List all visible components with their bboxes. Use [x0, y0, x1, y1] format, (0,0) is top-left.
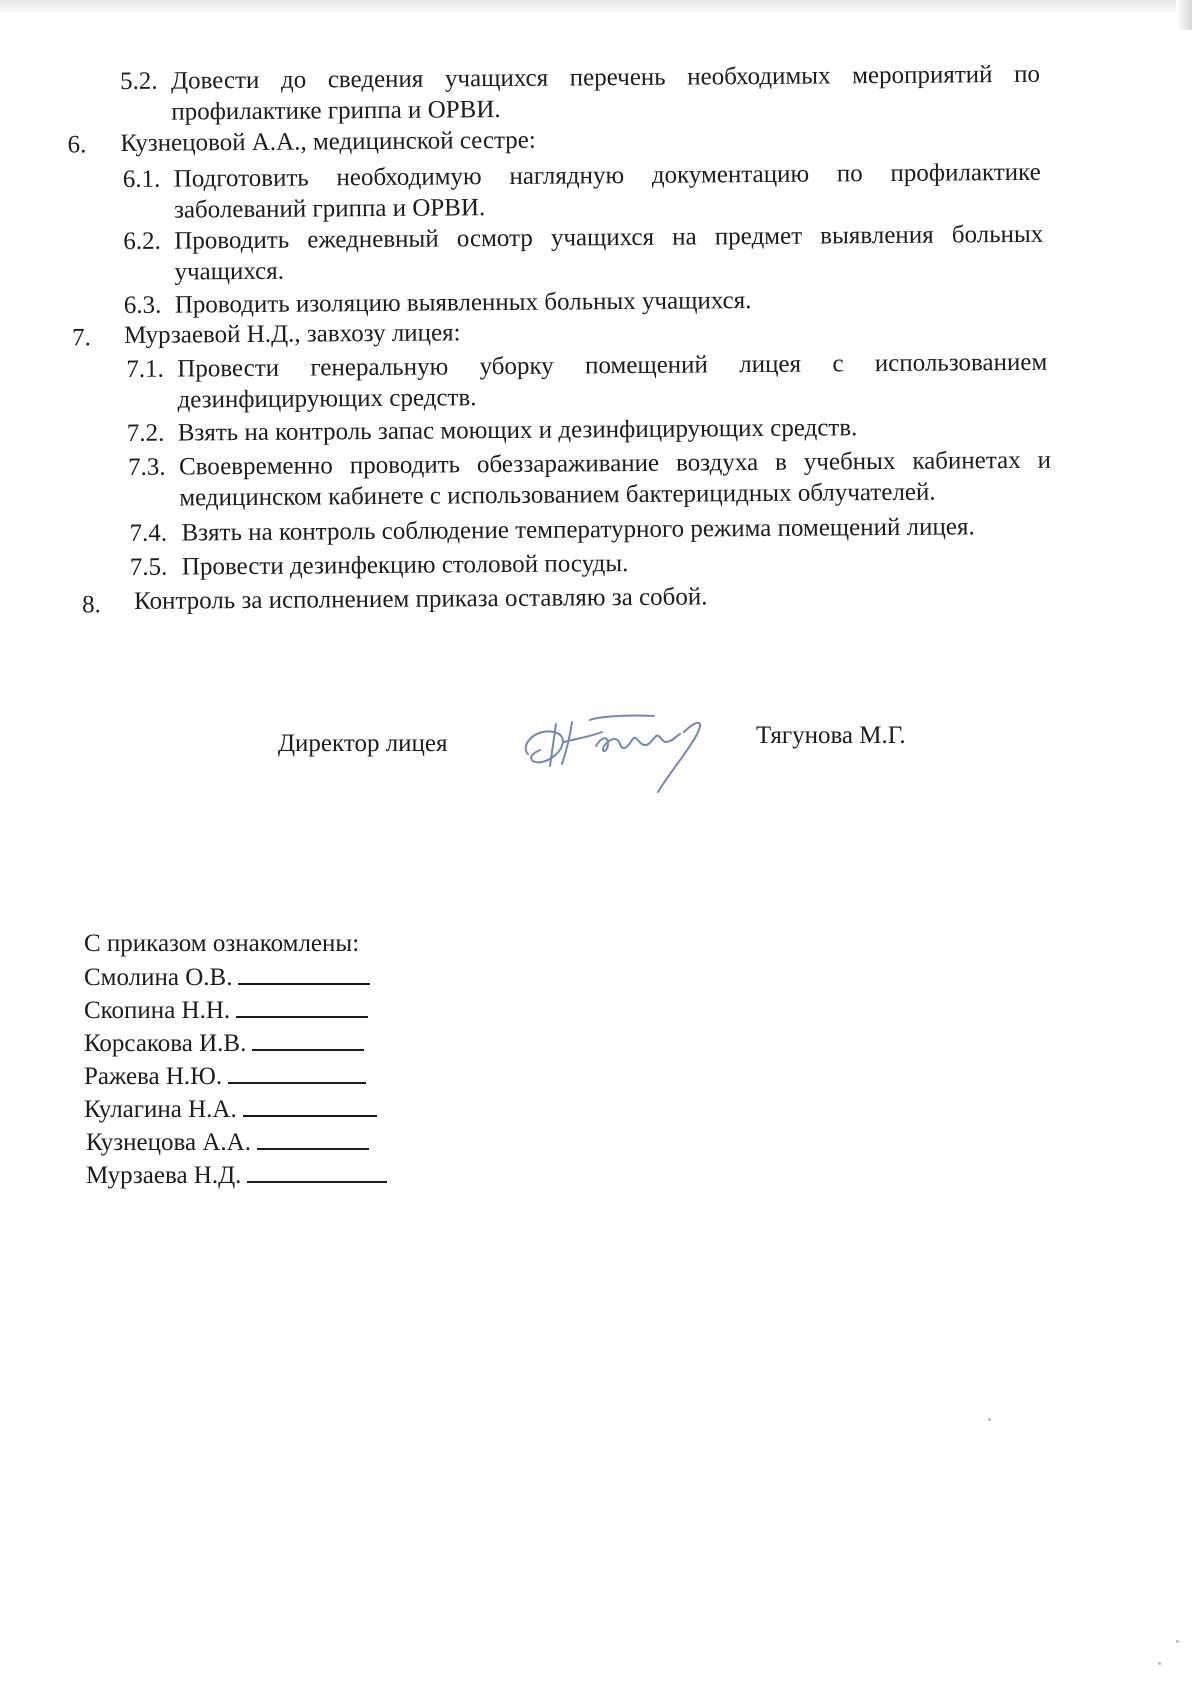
acknowledgement-entry	[84, 1027, 364, 1060]
acknowledgement-entry	[86, 1126, 369, 1159]
item-6-text: Кузнецовой А.А., медицинской сестре:	[120, 126, 536, 157]
item-7-3-line-1: Своевременно проводить обеззараживание воздуха в учебных кабинетах и	[178, 446, 1052, 481]
item-number: 7.1.	[126, 355, 164, 383]
item-7-1-line-2: дезинфицирующих средств.	[177, 384, 477, 414]
item-number: 6.	[67, 131, 87, 159]
signature-blank	[252, 1027, 364, 1051]
item-5-2-line-2: профилактике гриппа и ОРВИ.	[171, 96, 501, 126]
item-7-3-line-2: медицинском кабинете с использованием бактерицидных облучателей.	[179, 478, 936, 512]
item-6-2-line-1: Проводить ежедневный осмотр учащихся на предмет выявления больных	[174, 220, 1044, 255]
item-number: 6.3.	[123, 291, 162, 319]
acknowledgement-entry	[84, 1060, 366, 1093]
item-6-1-line-1: Подготовить необходимую наглядную документацию по профилактике	[173, 158, 1041, 193]
signatory-name: Кузнецова А.А.	[86, 1129, 251, 1156]
signatory-name: Скопина Н.Н.	[84, 997, 231, 1024]
signature-blank	[243, 1093, 377, 1117]
item-5-2-line-1: Довести до сведения учащихся перечень необходимых мероприятий по	[170, 60, 1041, 95]
item-number: 7.	[71, 324, 91, 352]
signature-blank	[228, 1060, 366, 1084]
director-title: Директор лицея	[278, 730, 448, 757]
signatory-name: Смолина О.В.	[84, 964, 233, 991]
signatory-name: Корсакова И.В.	[84, 1030, 247, 1057]
item-7-1-line-1: Провести генеральную уборку помещений лицея с использованием	[177, 348, 1048, 383]
acknowledgement-entry	[86, 1159, 387, 1192]
signature-blank	[247, 1159, 387, 1183]
handwritten-signature	[520, 706, 750, 796]
acknowledgement-heading: С приказом ознакомлены:	[84, 930, 360, 957]
item-number: 7.4.	[129, 519, 168, 547]
item-6-1-line-2: заболеваний гриппа и ОРВИ.	[173, 194, 486, 224]
signatory-name: Кулагина Н.А.	[84, 1096, 237, 1123]
item-number: 7.3.	[127, 453, 166, 481]
item-number: 6.1.	[122, 165, 161, 193]
signatory-name: Мурзаева Н.Д.	[86, 1162, 242, 1189]
acknowledgement-entry	[84, 961, 370, 994]
director-name: Тягунова М.Г.	[756, 722, 906, 749]
item-7-4-text: Взять на контроль соблюдение температурного режима помещений лицея.	[181, 513, 975, 547]
item-7-5-text: Провести дезинфекцию столовой посуды.	[181, 550, 629, 581]
item-number: 5.2.	[119, 67, 158, 95]
scan-speck	[988, 1418, 991, 1421]
item-number: 8.	[82, 591, 101, 619]
signature-blank	[236, 994, 368, 1018]
item-6-2-line-2: учащихся.	[174, 257, 285, 286]
item-7-text: Мурзаевой Н.Д., завхозу лицея:	[123, 319, 461, 349]
item-6-3-text: Проводить изоляцию выявленных больных учащихся.	[174, 287, 752, 319]
signature-blank	[257, 1126, 369, 1150]
item-number: 7.2.	[126, 419, 165, 447]
item-number: 6.2.	[123, 227, 161, 255]
item-number: 7.5.	[129, 553, 168, 581]
signatory-name: Ражева Н.Ю.	[84, 1063, 223, 1090]
item-7-2-text: Взять на контроль запас моющих и дезинфицирующих средств.	[177, 414, 858, 447]
acknowledgement-entry	[84, 1093, 377, 1126]
item-8-text: Контроль за исполнением приказа оставляю за собой.	[133, 583, 708, 615]
scan-speck	[1176, 1640, 1179, 1643]
scan-speck	[1158, 1662, 1161, 1665]
signature-blank	[238, 961, 370, 985]
acknowledgement-entry	[84, 994, 368, 1027]
